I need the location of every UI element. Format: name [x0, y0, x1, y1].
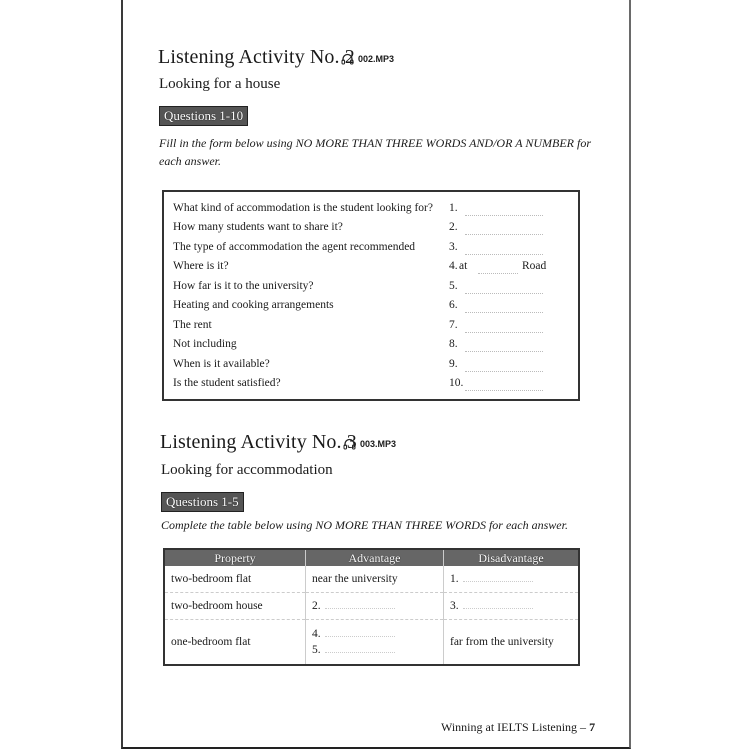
answer-number: 6.	[449, 299, 458, 311]
table-row	[164, 566, 579, 593]
answer-number: 4.	[449, 260, 458, 272]
cell-property: two-bedroom flat	[164, 566, 306, 593]
column-header: Advantage	[306, 549, 444, 566]
answer-number: 3.	[449, 241, 458, 253]
answer-blank[interactable]	[325, 652, 395, 653]
activity-3-audio	[343, 438, 396, 450]
audio-file-label: 002.MP3	[358, 54, 395, 64]
form-row	[173, 377, 578, 397]
answer-blank[interactable]	[465, 390, 543, 391]
answer-number: 5.	[312, 644, 321, 656]
table-row	[164, 620, 579, 666]
answer-blank[interactable]	[463, 608, 533, 609]
answer-number: 1.	[449, 202, 458, 214]
form-row	[173, 202, 578, 222]
form-row	[173, 319, 578, 339]
headphones-icon	[343, 438, 356, 450]
answer-suffix: Road	[522, 260, 547, 272]
answer-blank[interactable]	[325, 636, 395, 637]
column-header: Property	[164, 549, 306, 566]
form-question: Is the student satisfied?	[173, 377, 281, 389]
cell-advantage[interactable]	[306, 593, 444, 620]
cell-disadvantage[interactable]	[444, 566, 580, 593]
answer-blank[interactable]	[465, 234, 543, 235]
answer-blank[interactable]	[465, 293, 543, 294]
form-question: The type of accommodation the agent recommended	[173, 241, 416, 253]
answer-number: 4.	[312, 628, 321, 640]
property-table	[163, 548, 580, 666]
answer-blank[interactable]	[465, 351, 543, 352]
instruction-line-1: Fill in the form below using NO MORE THAN THREE WORDS AND/OR A NUMBER for	[159, 136, 591, 150]
answer-blank[interactable]	[465, 215, 543, 216]
form-question: How far is it to the university?	[173, 280, 314, 292]
book-title: Winning at IELTS Listening –	[441, 720, 587, 734]
form-row	[173, 280, 578, 300]
activity-2-title: Listening Activity No. 2	[158, 46, 355, 68]
form-question: Heating and cooking arrangements	[173, 299, 334, 311]
cell-advantage: near the university	[306, 566, 444, 593]
form-question: Where is it?	[173, 260, 229, 272]
answer-blank[interactable]	[478, 273, 518, 274]
form-row	[173, 338, 578, 358]
instruction: Complete the table below using NO MORE THAN THREE WORDS for each answer.	[161, 518, 568, 532]
cell-advantage[interactable]	[306, 620, 444, 666]
answer-blank[interactable]	[463, 581, 533, 582]
questions-badge: Questions 1-10	[159, 106, 248, 126]
answer-number: 9.	[449, 358, 458, 370]
answer-blank[interactable]	[465, 254, 543, 255]
answer-number: 1.	[450, 573, 459, 585]
answer-number: 7.	[449, 319, 458, 331]
answer-number: 2.	[312, 600, 321, 612]
activity-2-audio	[341, 53, 394, 65]
form-question: Not including	[173, 338, 237, 350]
answer-number: 8.	[449, 338, 458, 350]
question-form	[162, 190, 580, 401]
cell-disadvantage: far from the university	[444, 620, 580, 666]
column-header: Disadvantage	[444, 549, 580, 566]
form-question: The rent	[173, 319, 212, 331]
table-row	[164, 593, 579, 620]
answer-number: 3.	[450, 600, 459, 612]
instruction-line-2: each answer.	[159, 154, 221, 168]
form-row	[173, 241, 578, 261]
form-question: How many students want to share it?	[173, 221, 343, 233]
answer-blank[interactable]	[465, 312, 543, 313]
answer-prefix: at	[459, 260, 468, 272]
form-row	[173, 299, 578, 319]
activity-2-subtitle: Looking for a house	[159, 76, 281, 92]
answer-blank[interactable]	[325, 608, 395, 609]
cell-disadvantage[interactable]	[444, 593, 580, 620]
answer-number: 2.	[449, 221, 458, 233]
page-number: 7	[589, 720, 596, 734]
answer-blank[interactable]	[465, 332, 543, 333]
answer-number: 5.	[449, 280, 458, 292]
questions-badge: Questions 1-5	[161, 492, 244, 512]
page-footer	[441, 720, 595, 735]
answer-number: 10.	[449, 377, 464, 389]
form-question: When is it available?	[173, 358, 270, 370]
audio-file-label: 003.MP3	[360, 439, 397, 449]
cell-property: two-bedroom house	[164, 593, 306, 620]
book-page	[121, 0, 631, 749]
activity-3-title: Listening Activity No. 3	[160, 431, 357, 453]
answer-blank[interactable]	[465, 371, 543, 372]
form-question: What kind of accommodation is the student looking for?	[173, 202, 433, 214]
headphones-icon	[341, 53, 354, 65]
form-row	[173, 260, 578, 280]
activity-3-subtitle: Looking for accommodation	[161, 462, 333, 478]
cell-property: one-bedroom flat	[164, 620, 306, 666]
form-row	[173, 358, 578, 378]
form-row	[173, 221, 578, 241]
